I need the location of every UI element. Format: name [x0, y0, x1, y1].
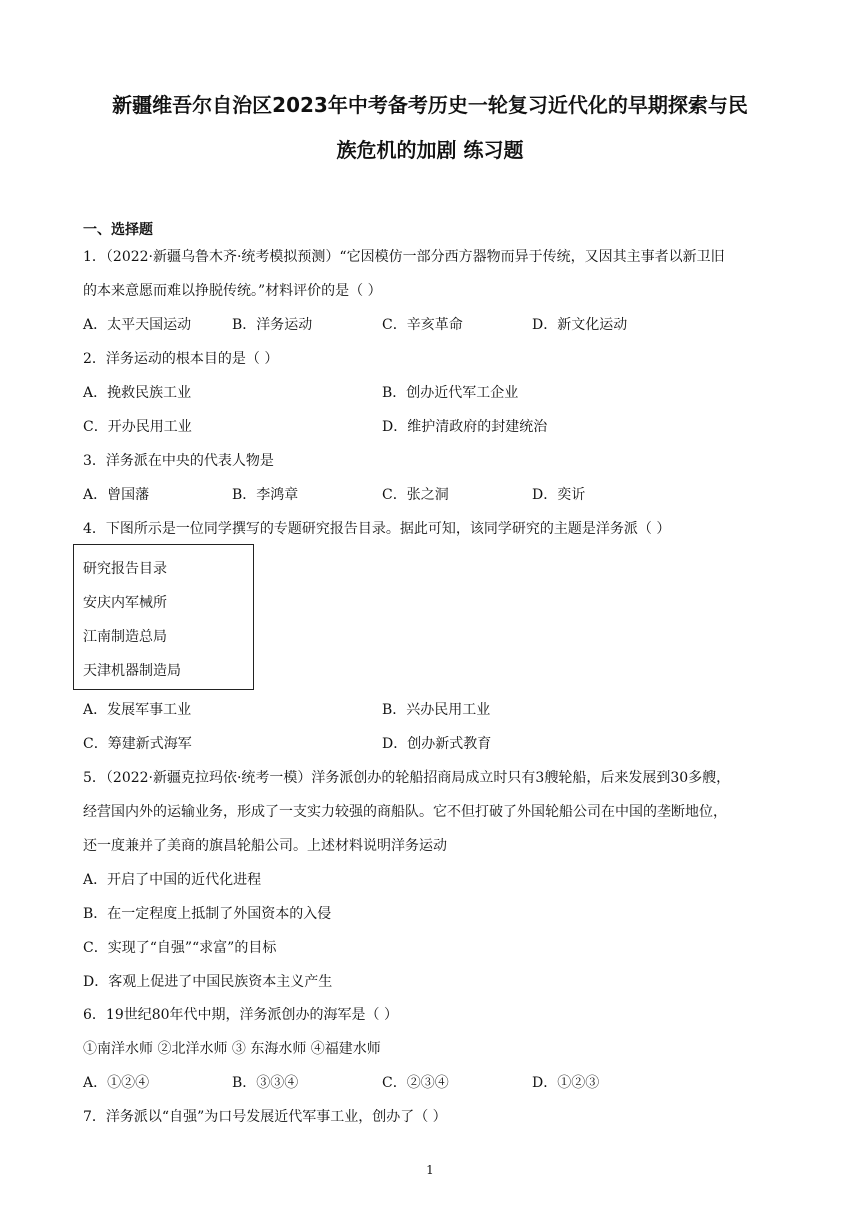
q1-option-d: D．新文化运动: [532, 317, 628, 333]
q4-option-a: A．发展军事工业: [83, 702, 192, 718]
q2-option-d: D．维护清政府的封建统治: [382, 419, 548, 435]
q5-stem-line-1: 5．（2022·新疆克拉玛依·统考一模）洋务派创办的轮船招商局成立时只有3艘轮船，后来发展到30多艘，: [83, 770, 731, 786]
q5-option-a: A．开启了中国的近代化进程: [83, 872, 262, 888]
q4-option-d: D．创办新式教育: [382, 736, 492, 752]
q1-stem-line-2: 的本来意愿而难以挣脱传统。”材料评价的是（ ）: [83, 283, 382, 299]
q2-option-c: C．开办民用工业: [83, 419, 192, 435]
q3-option-c: C．张之洞: [382, 487, 449, 503]
q6-option-b: B．③③④: [232, 1075, 299, 1091]
report-box-line: 天津机器制造局: [83, 663, 181, 679]
doc-title-line-2: 族危机的加剧 练习题: [336, 138, 524, 162]
report-box-line: 安庆内军械所: [83, 595, 167, 611]
q5-stem-line-3: 还一度兼并了美商的旗昌轮船公司。上述材料说明洋务运动: [83, 838, 447, 854]
page-number: 1: [426, 1163, 434, 1177]
q4-option-c: C．筹建新式海军: [83, 736, 192, 752]
q1-option-c: C．辛亥革命: [382, 317, 463, 333]
q1-option-b: B．洋务运动: [232, 317, 313, 333]
q3-option-d: D．奕䜣: [532, 487, 586, 503]
section-heading: 一、选择题: [83, 222, 153, 238]
q5-option-c: C．实现了“自强”“求富”的目标: [83, 940, 277, 956]
q2-option-a: A．挽救民族工业: [83, 385, 192, 401]
q6-choices: ①南洋水师 ②北洋水师 ③ 东海水师 ④福建水师: [83, 1041, 381, 1057]
q4-option-b: B．兴办民用工业: [382, 702, 491, 718]
q6-option-a: A．①②④: [83, 1075, 150, 1091]
report-contents-box: [73, 544, 254, 690]
q2-stem: 2．洋务运动的根本目的是（ ）: [83, 351, 279, 367]
q3-option-a: A．曾国藩: [83, 487, 150, 503]
q5-option-d: D．客观上促进了中国民族资本主义产生: [83, 974, 333, 990]
report-box-line: 江南制造总局: [83, 629, 167, 645]
q3-stem: 3．洋务派在中央的代表人物是: [83, 453, 274, 469]
q1-option-a: A．太平天国运动: [83, 317, 192, 333]
doc-title-line-1: 新疆维吾尔自治区2023年中考备考历史一轮复习近代化的早期探索与民: [112, 93, 748, 117]
q5-option-b: B．在一定程度上抵制了外国资本的入侵: [83, 906, 332, 922]
q2-option-b: B．创办近代军工企业: [382, 385, 519, 401]
q4-stem: 4．下图所示是一位同学撰写的专题研究报告目录。据此可知，该同学研究的主题是洋务派（ ）: [83, 521, 671, 537]
q6-option-c: C．②③④: [382, 1075, 449, 1091]
q7-stem: 7．洋务派以“自强”为口号发展近代军事工业，创办了（ ）: [83, 1109, 447, 1125]
q6-stem: 6．19世纪80年代中期，洋务派创办的海军是（ ）: [83, 1007, 398, 1023]
q3-option-b: B．李鸿章: [232, 487, 299, 503]
q5-stem-line-2: 经营国内外的运输业务，形成了一支实力较强的商船队。它不但打破了外国轮船公司在中国的垄断地位，: [83, 804, 727, 820]
q6-option-d: D．①②③: [532, 1075, 600, 1091]
report-box-line: 研究报告目录: [83, 561, 167, 577]
q1-stem-line-1: 1．（2022·新疆乌鲁木齐·统考模拟预测）“它因模仿一部分西方器物而异于传统，又因其主事者以新卫旧: [83, 249, 725, 265]
